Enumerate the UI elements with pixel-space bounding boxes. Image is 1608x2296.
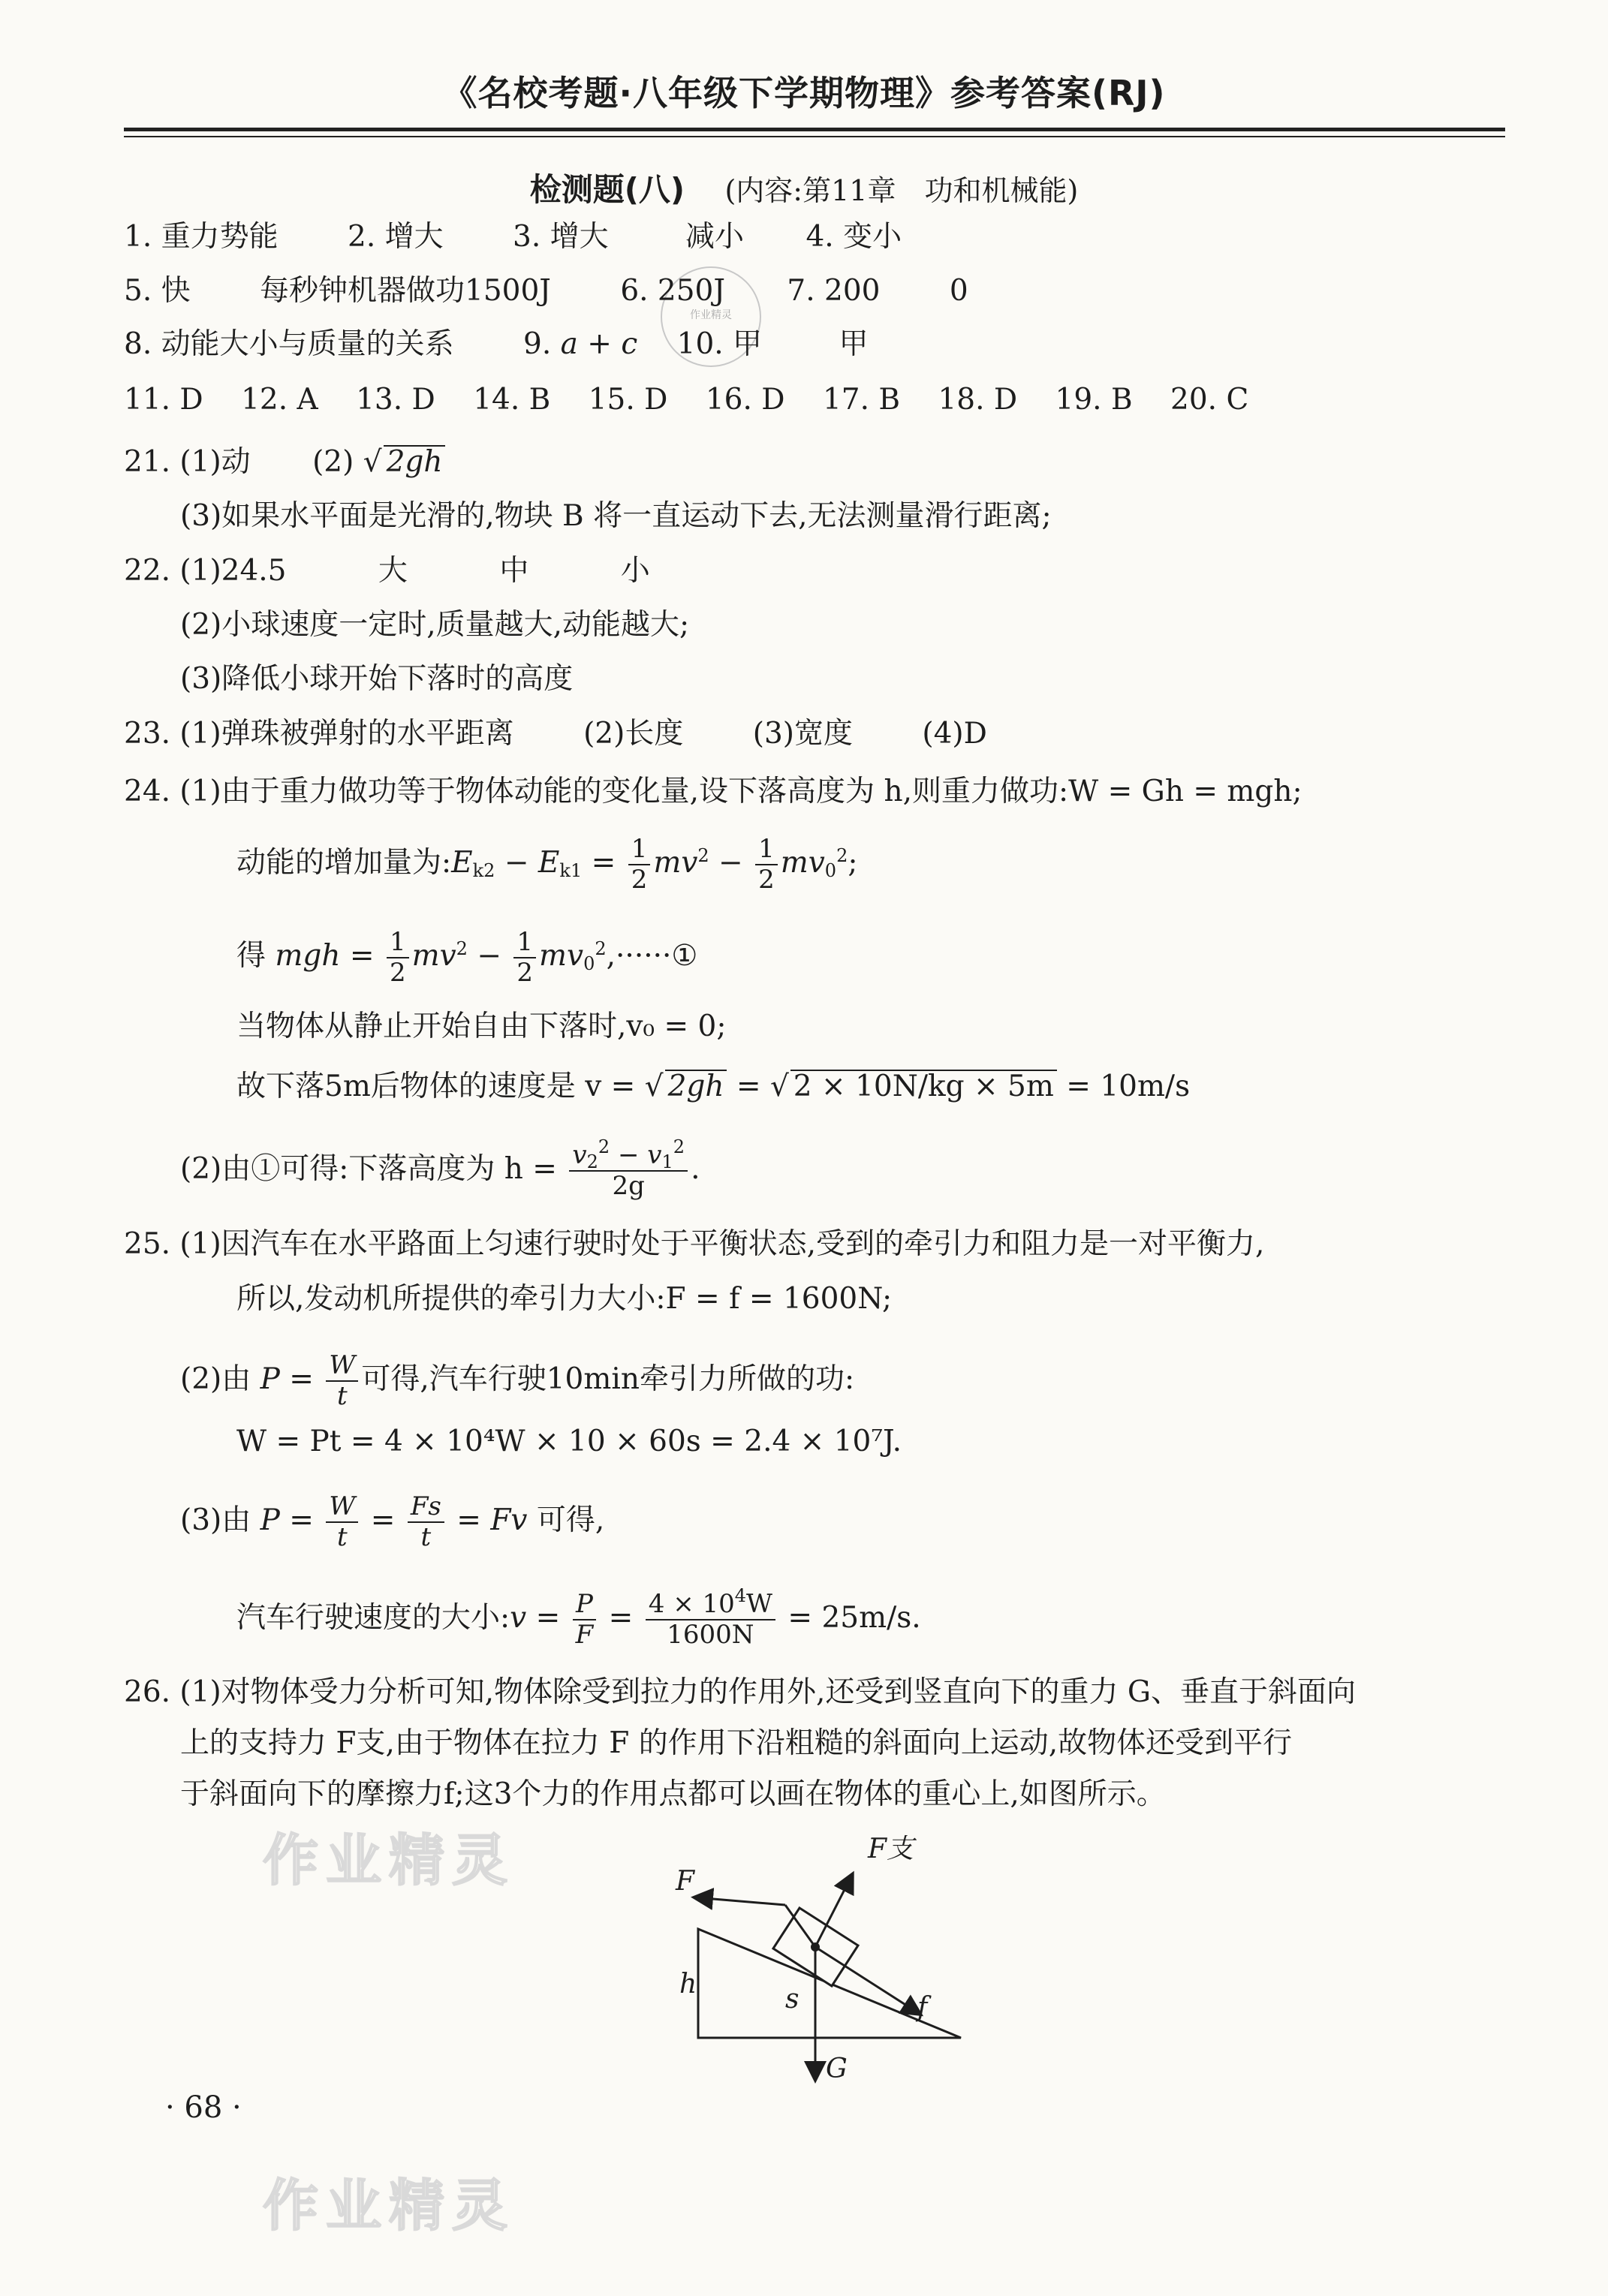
answer-24-line2: 动能的增加量为$:E_{k2} - E_{k1}$ = $\frac{1}{2}$ $mv^2$ − $\frac{1}{2}$ $mv_0^2$;	[236, 834, 858, 895]
answer-24-line1: 24. (1)由于重力做功等于物体动能的变化量,设下落高度为 h,则重力做功:W = Gh = mgh;	[124, 775, 1302, 808]
header-rule-thin	[124, 136, 1505, 137]
answer-22-line3: (3)降低小球开始下落时的高度	[180, 662, 574, 696]
answer-22-line2: (2)小球速度一定时,质量越大,动能越大;	[180, 608, 690, 642]
answer-24-line3: 得 mgh = $\frac{1}{2}$ $mv^2$ − $\frac{1}{2}$ $mv_0^2,\cdot\cdot\cdot\cdot\cdot\cdot ①$	[236, 927, 698, 989]
answer-22-line1: 22. (1)24.5 大 中 小	[124, 554, 650, 588]
answer-25-line6: 汽车行驶速度的大小:v = $\frac{P}{F}$ = $\frac{4 \times 10^4W}{1600N}$ = 25m/s.	[236, 1585, 921, 1651]
label-normal: F支	[868, 1834, 914, 1864]
force-F-arrow	[695, 1897, 785, 1905]
incline-force-diagram	[646, 1824, 983, 2094]
answer-24-line4: 当物体从静止开始自由下落时,v₀ = 0;	[236, 1010, 727, 1043]
label-G: G	[826, 2054, 848, 2084]
answer-25-line5: (3)由 P = $\frac{W}{t}$ = $\frac{Fs}{t}$ = Fv 可得,	[180, 1491, 605, 1553]
watermark-stamp: 作业精灵	[661, 266, 761, 367]
answer-row-1: 1. 重力势能 2. 增大 3. 增大 减小 4. 变小	[124, 220, 902, 254]
answer-25-line3: (2)由 P = $\frac{W}{t}$ 可得,汽车行驶10min牵引力所做的功:	[180, 1350, 855, 1412]
answer-24-line5: 故下落5m后物体的速度是 v = √ 2gh = √ 2 × 10N/kg × 5m = 10m/s	[236, 1070, 1191, 1103]
answer-row-2: 5. 快 每秒钟机器做功1500J 6. 250J 7. 200 0	[124, 274, 968, 308]
label-s: s	[785, 1984, 799, 2015]
section-subtitle: (内容:第11章 功和机械能)	[724, 174, 1079, 207]
watermark-mid: 作业精灵	[263, 1828, 515, 1893]
answer-26-line2: 上的支持力 F支,由于物体在拉力 F 的作用下沿粗糙的斜面向上运动,故物体还受到平行	[180, 1726, 1293, 1760]
answer-21-line2: (3)如果水平面是光滑的,物块 B 将一直运动下去,无法测量滑行距离;	[180, 499, 1052, 533]
answer-23: 23. (1)弹珠被弹射的水平距离 (2)长度 (3)宽度 (4)D	[124, 717, 987, 751]
answer-26-line1: 26. (1)对物体受力分析可知,物体除受到拉力的作用外,还受到竖直向下的重力 G、垂直于斜面向	[124, 1675, 1357, 1709]
answer-24-line6: (2)由①可得:下落高度为 h = $\frac{v_2^2 - v_1^2}{2g}$ .	[180, 1136, 700, 1202]
answer-row-3: 8. 动能大小与质量的关系 9. a + c 10. 甲 甲	[124, 327, 869, 361]
answer-25-line1: 25. (1)因汽车在水平路面上匀速行驶时处于平衡状态,受到的牵引力和阻力是一对平衡力,	[124, 1227, 1265, 1261]
page-number: · 68 ·	[165, 2090, 242, 2125]
answer-row-mc: 11. D 12. A 13. D 14. B 15. D 16. D 17. B 18. D 19. B 20. C	[124, 383, 1249, 417]
section-title	[0, 165, 1608, 210]
answer-25-line2: 所以,发动机所提供的牵引力大小:F = f = 1600N;	[236, 1282, 893, 1316]
answer-21-line1: 21. (1)动 (2) √ 2gh	[124, 445, 445, 480]
running-header: 《名校考题·八年级下学期物理》参考答案(RJ)	[442, 73, 1166, 113]
label-f: f	[917, 1992, 928, 2023]
watermark-bottom: 作业精灵	[263, 2174, 515, 2238]
label-F: F	[676, 1866, 694, 1897]
answer-26-line3: 于斜面向下的摩擦力f;这3个力的作用点都可以画在物体的重心上,如图所示。	[180, 1777, 1166, 1811]
label-h: h	[679, 1969, 697, 2000]
header-rule-thick	[124, 128, 1505, 131]
section-main-title: 检测题(八)	[529, 171, 685, 208]
answer-25-line4: W = Pt = 4 × 10⁴W × 10 × 60s = 2.4 × 10⁷J.	[236, 1425, 902, 1458]
